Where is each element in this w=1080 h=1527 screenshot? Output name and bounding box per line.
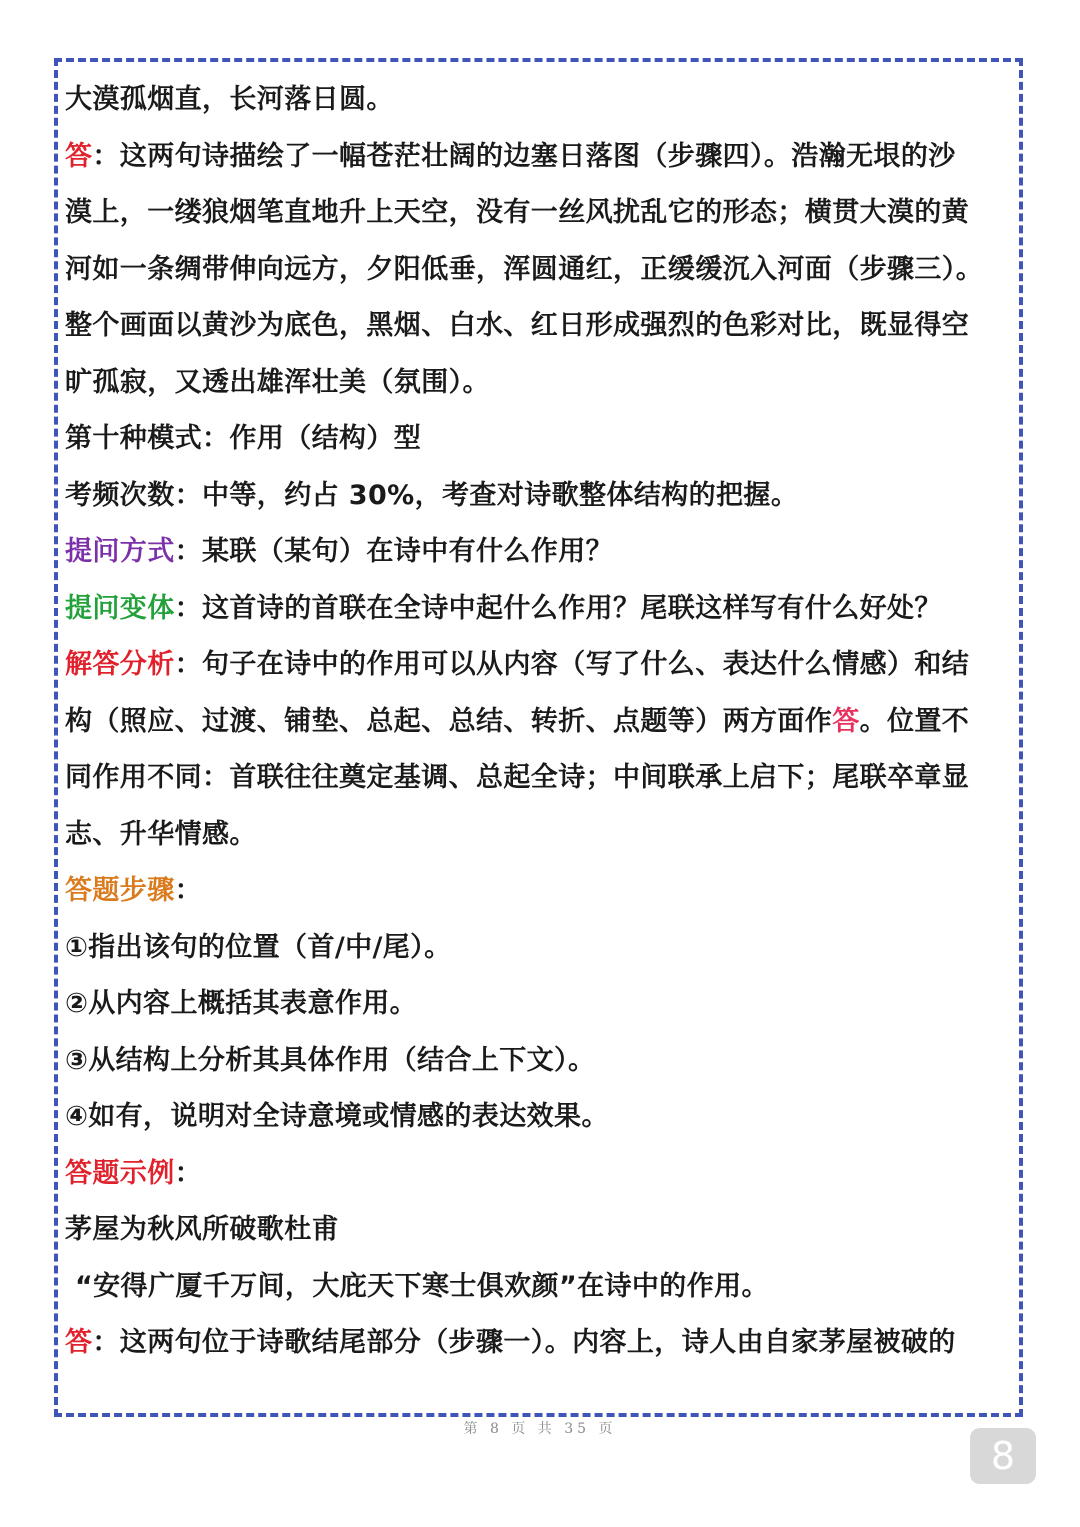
step-item: ①指出该句的位置（首/中/尾）。	[65, 931, 452, 963]
text-line: 大漠孤烟直，长河落日圆。	[65, 84, 394, 115]
section-heading: 第十种模式：作用（结构）型	[65, 423, 422, 454]
answer-label: 答	[65, 140, 93, 172]
text-line: 整个画面以黄沙为底色，黑烟、白水、红日形成强烈的色彩对比，既显得空	[65, 310, 970, 341]
text-segment: ：	[174, 875, 203, 906]
steps-heading-line	[65, 863, 1020, 920]
highlight-answer-word: 答	[832, 705, 860, 737]
question-method-line	[65, 524, 1020, 581]
poem-line	[65, 72, 1020, 129]
poem-title: 茅屋为秋风所破歌杜甫	[65, 1214, 339, 1245]
text-line: ：某联（某句）在诗中有什么作用？	[174, 536, 614, 567]
step-item: ③从结构上分析其具体作用（结合上下文）。	[65, 1044, 596, 1076]
frequency-line: 考频次数：中等，约占 30%，考查对诗歌整体结构的把握。	[65, 479, 799, 511]
question-method-label: 提问方式	[65, 536, 175, 567]
text-line: 旷孤寂，又透出雄浑壮美（氛围）。	[65, 366, 490, 398]
page-footer: 第 8 页 共 35 页	[463, 1421, 617, 1437]
answer-paragraph-line	[65, 129, 1020, 186]
answer-paragraph-line	[65, 1315, 1020, 1372]
text-line: ：这两句诗描绘了一幅苍茫壮阔的边塞日落图（步骤四）。浩瀚无垠的沙	[92, 140, 956, 172]
text-line: ：句子在诗中的作用可以从内容（写了什么、表达什么情感）和结	[174, 649, 970, 680]
text-line: 河如一条绸带伸向远方，夕阳低垂，浑圆通红，正缓缓沉入河面（步骤三）。	[65, 253, 984, 285]
answer-label: 答	[65, 1327, 93, 1358]
quoted-lines: “安得广厦千万间，大庇天下寒士俱欢颜”在诗中的作用。	[75, 1270, 769, 1302]
analysis-label: 解答分析	[65, 649, 175, 680]
text-line	[65, 694, 1020, 751]
question-variant-label: 提问变体	[65, 592, 175, 624]
steps-label: 答题步骤	[65, 875, 175, 906]
text-segment: 构（照应、过渡、铺垫、总起、总结、转折、点题等）两方面作	[65, 705, 833, 737]
text-segment: ：	[174, 1157, 203, 1189]
text-line: 同作用不同：首联往往奠定基调、总起全诗；中间联承上启下；尾联卒章显	[65, 762, 970, 793]
document-body	[65, 72, 1020, 1372]
text-line: 漠上，一缕狼烟笔直地升上天空，没有一丝风扰乱它的形态；横贯大漠的黄	[65, 197, 970, 228]
step-item: ②从内容上概括其表意作用。	[65, 988, 418, 1019]
analysis-line	[65, 637, 1020, 694]
text-segment: 。位置不	[859, 705, 970, 737]
page-number-badge: 8	[970, 1428, 1036, 1484]
example-heading-line	[65, 1146, 1020, 1203]
step-item: ④如有，说明对全诗意境或情感的表达效果。	[65, 1101, 609, 1132]
text-line: 志、升华情感。	[65, 818, 257, 850]
text-line: ：这两句位于诗歌结尾部分（步骤一）。内容上，诗人由自家茅屋被破的	[92, 1327, 956, 1358]
text-line: ：这首诗的首联在全诗中起什么作用？尾联这样写有什么好处？	[174, 592, 942, 624]
example-label: 答题示例	[65, 1157, 175, 1189]
question-variant-line	[65, 581, 1020, 638]
